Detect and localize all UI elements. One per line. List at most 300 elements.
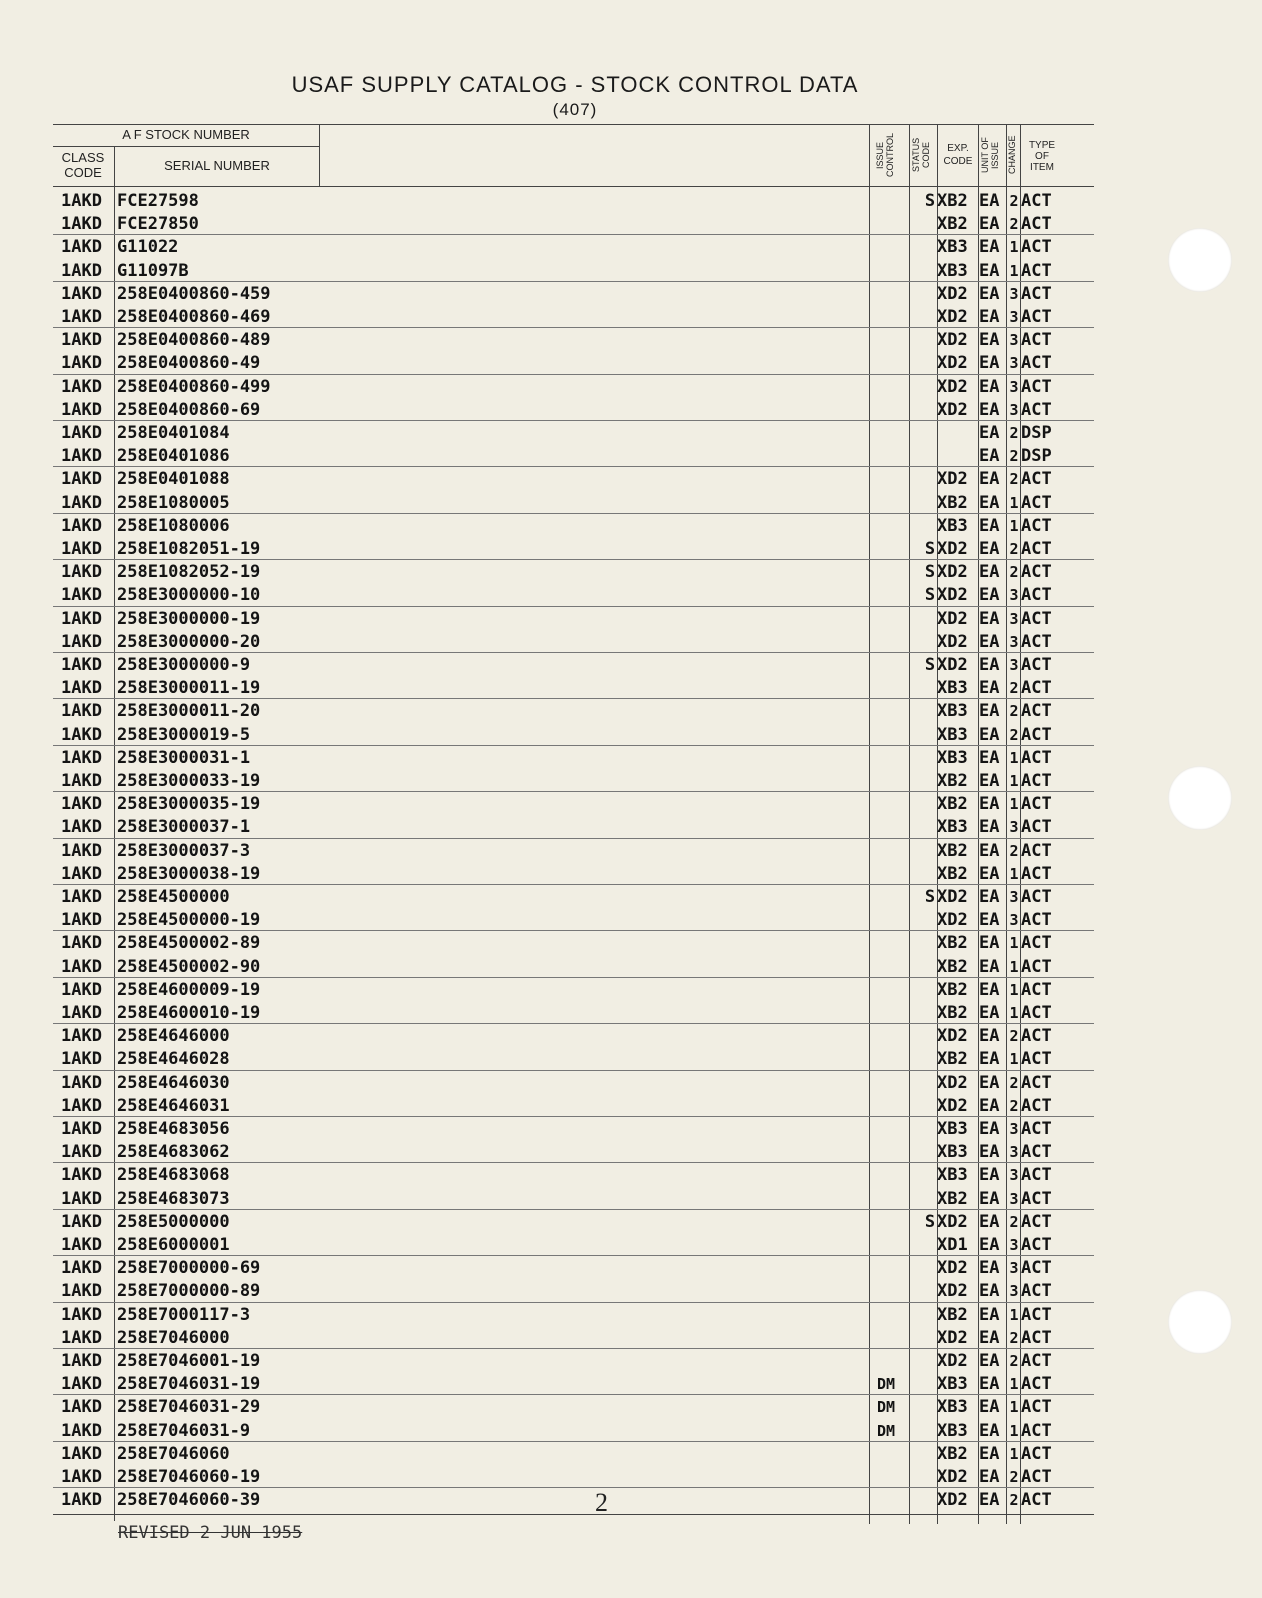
unit-of-issue-cell: EA bbox=[979, 1072, 1000, 1093]
type-of-item-cell: ACT bbox=[1021, 933, 1052, 954]
change-code-cell: 3 bbox=[1009, 1282, 1019, 1301]
serial-number-cell: 258E5000000 bbox=[117, 1211, 230, 1232]
serial-number-cell: 258E1082052-19 bbox=[117, 562, 261, 583]
type-of-item-cell: ACT bbox=[1021, 1467, 1052, 1487]
exp-code-cell: XB2 bbox=[937, 1049, 968, 1070]
table-row bbox=[53, 584, 1094, 606]
col-line-serial bbox=[319, 124, 320, 186]
table-row bbox=[53, 561, 1094, 583]
change-code-cell: 1 bbox=[1009, 1305, 1019, 1324]
exp-code-cell: XB2 bbox=[937, 492, 968, 513]
class-code-cell: 1AKD bbox=[61, 1467, 102, 1487]
table-row bbox=[53, 979, 1094, 1001]
type-of-item-cell: ACT bbox=[1021, 330, 1052, 351]
unit-of-issue-cell: EA bbox=[979, 817, 1000, 838]
class-code-cell: 1AKD bbox=[61, 910, 102, 931]
class-code-cell: 1AKD bbox=[61, 1049, 102, 1070]
class-code-cell: 1AKD bbox=[61, 469, 102, 490]
change-code-cell: 2 bbox=[1009, 540, 1019, 558]
change-code-cell: 2 bbox=[1009, 215, 1019, 234]
unit-of-issue-cell: EA bbox=[979, 585, 1000, 606]
type-of-item-cell: DSP bbox=[1021, 446, 1052, 467]
change-code-cell: 1 bbox=[1009, 864, 1019, 883]
change-code-cell: 2 bbox=[1009, 1328, 1019, 1347]
unit-of-issue-cell: EA bbox=[979, 1467, 1000, 1487]
class-code-cell: 1AKD bbox=[61, 539, 102, 559]
serial-number-cell: 258E3000011-20 bbox=[117, 701, 261, 722]
class-code-cell: 1AKD bbox=[61, 399, 102, 420]
serial-number-cell: FCE27850 bbox=[117, 214, 199, 235]
table-row bbox=[53, 724, 1094, 746]
status-code-header: STATUS CODE bbox=[911, 137, 931, 173]
change-code-cell: 2 bbox=[1009, 1073, 1019, 1092]
serial-number-cell: 258E7000117-3 bbox=[117, 1304, 251, 1325]
serial-number-cell: 258E7046060-39 bbox=[117, 1490, 261, 1511]
class-code-cell: 1AKD bbox=[61, 260, 102, 281]
table-row bbox=[53, 654, 1094, 676]
exp-code-cell: XD2 bbox=[937, 353, 968, 374]
unit-of-issue-cell: EA bbox=[979, 562, 1000, 583]
serial-number-cell: 258E3000019-5 bbox=[117, 724, 251, 745]
table-row bbox=[53, 840, 1094, 862]
change-code-cell: 3 bbox=[1009, 1166, 1019, 1185]
table-row bbox=[53, 1280, 1094, 1302]
table-row bbox=[53, 1489, 1094, 1511]
table-row bbox=[53, 213, 1094, 235]
serial-number-cell: 258E1082051-19 bbox=[117, 539, 261, 559]
class-code-cell: 1AKD bbox=[61, 655, 102, 675]
type-of-item-cell: ACT bbox=[1021, 1397, 1052, 1418]
change-code-cell: 1 bbox=[1009, 1398, 1019, 1417]
table-row bbox=[53, 376, 1094, 398]
unit-of-issue-cell: EA bbox=[979, 1095, 1000, 1116]
type-of-item-cell: ACT bbox=[1021, 1258, 1052, 1279]
row-separator bbox=[53, 884, 1094, 885]
unit-of-issue-cell: EA bbox=[979, 1211, 1000, 1232]
exp-code-cell: XD2 bbox=[937, 1211, 968, 1232]
unit-of-issue-cell: EA bbox=[979, 492, 1000, 513]
type-of-item-cell: ACT bbox=[1021, 1119, 1052, 1139]
class-code-header: CLASS CODE bbox=[61, 150, 105, 180]
serial-number-cell: 258E4683073 bbox=[117, 1188, 230, 1209]
unit-of-issue-cell: EA bbox=[979, 863, 1000, 884]
exp-code-cell: XD2 bbox=[937, 562, 968, 583]
class-code-cell: 1AKD bbox=[61, 1119, 102, 1139]
class-code-cell: 1AKD bbox=[61, 492, 102, 513]
unit-of-issue-cell: EA bbox=[979, 840, 1000, 861]
serial-number-cell: 258E4646000 bbox=[117, 1026, 230, 1047]
serial-number-cell: 258E4683068 bbox=[117, 1165, 230, 1186]
change-code-cell: 3 bbox=[1009, 818, 1019, 837]
serial-number-cell: 258E7046060-19 bbox=[117, 1467, 261, 1487]
change-code-cell: 1 bbox=[1009, 1421, 1019, 1440]
class-code-cell: 1AKD bbox=[61, 1490, 102, 1511]
unit-of-issue-cell: EA bbox=[979, 956, 1000, 977]
unit-of-issue-cell: EA bbox=[979, 446, 1000, 467]
type-of-item-cell: ACT bbox=[1021, 585, 1052, 606]
unit-of-issue-cell: EA bbox=[979, 979, 1000, 1000]
unit-of-issue-cell: EA bbox=[979, 376, 1000, 397]
unit-of-issue-cell: EA bbox=[979, 631, 1000, 652]
row-separator bbox=[53, 698, 1094, 699]
type-of-item-cell: ACT bbox=[1021, 863, 1052, 884]
binder-hole bbox=[1168, 228, 1232, 292]
serial-number-cell: 258E3000000-20 bbox=[117, 631, 261, 652]
row-separator bbox=[53, 791, 1094, 792]
serial-number-cell: 258E4500000 bbox=[117, 887, 230, 907]
serial-number-cell: 258E0400860-459 bbox=[117, 283, 271, 304]
unit-of-issue-cell: EA bbox=[979, 353, 1000, 374]
row-separator bbox=[53, 513, 1094, 514]
exp-code-cell: XB3 bbox=[937, 1142, 968, 1163]
table-row bbox=[53, 1304, 1094, 1326]
class-code-cell: 1AKD bbox=[61, 1072, 102, 1093]
exp-code-cell: XB2 bbox=[937, 771, 968, 791]
table-row bbox=[53, 863, 1094, 885]
row-separator bbox=[53, 1116, 1094, 1117]
status-code-cell: S bbox=[924, 1211, 936, 1232]
exp-code-cell: XD2 bbox=[937, 1327, 968, 1348]
unit-of-issue-cell: EA bbox=[979, 469, 1000, 490]
serial-number-cell: 258E3000000-9 bbox=[117, 655, 251, 675]
exp-code-cell: XD2 bbox=[937, 1490, 968, 1511]
change-code-cell: 1 bbox=[1009, 748, 1019, 767]
serial-number-cell: 258E0400860-469 bbox=[117, 307, 271, 327]
unit-of-issue-cell: EA bbox=[979, 910, 1000, 931]
exp-code-cell: XB3 bbox=[937, 817, 968, 838]
class-code-cell: 1AKD bbox=[61, 515, 102, 536]
table-row bbox=[53, 1095, 1094, 1117]
header-divider bbox=[53, 146, 319, 147]
stock-control-table bbox=[53, 124, 1094, 1524]
exp-code-cell: XD2 bbox=[937, 1467, 968, 1487]
row-separator bbox=[53, 1255, 1094, 1256]
serial-number-cell: 258E3000031-1 bbox=[117, 747, 251, 768]
class-code-cell: 1AKD bbox=[61, 747, 102, 768]
unit-of-issue-cell: EA bbox=[979, 771, 1000, 791]
table-row bbox=[53, 1420, 1094, 1442]
serial-number-header: SERIAL NUMBER bbox=[164, 158, 270, 173]
class-code-cell: 1AKD bbox=[61, 1095, 102, 1116]
serial-number-cell: 258E1080005 bbox=[117, 492, 230, 513]
table-row bbox=[53, 1118, 1094, 1140]
exp-code-cell: XB3 bbox=[937, 1374, 968, 1395]
serial-number-cell: 258E7000000-89 bbox=[117, 1281, 261, 1302]
table-row bbox=[53, 747, 1094, 769]
exp-code-cell: XB3 bbox=[937, 724, 968, 745]
binder-hole bbox=[1168, 1290, 1232, 1354]
unit-of-issue-cell: EA bbox=[979, 1397, 1000, 1418]
change-code-cell: 1 bbox=[1009, 516, 1019, 535]
type-of-item-cell: ACT bbox=[1021, 910, 1052, 931]
class-code-cell: 1AKD bbox=[61, 631, 102, 652]
table-row bbox=[53, 1396, 1094, 1418]
change-code-cell: 1 bbox=[1009, 1004, 1019, 1022]
class-code-cell: 1AKD bbox=[61, 562, 102, 583]
table-row bbox=[53, 1164, 1094, 1186]
serial-number-cell: 258E6000001 bbox=[117, 1235, 230, 1255]
row-separator bbox=[53, 327, 1094, 328]
unit-of-issue-cell: EA bbox=[979, 423, 1000, 443]
serial-number-cell: 258E7046060 bbox=[117, 1443, 230, 1464]
class-code-cell: 1AKD bbox=[61, 1281, 102, 1302]
unit-of-issue-cell: EA bbox=[979, 283, 1000, 304]
exp-code-cell: XD2 bbox=[937, 910, 968, 931]
change-code-cell: 2 bbox=[1009, 702, 1019, 721]
table-row bbox=[53, 1443, 1094, 1465]
class-code-cell: 1AKD bbox=[61, 1165, 102, 1186]
unit-of-issue-cell: EA bbox=[979, 1235, 1000, 1255]
change-code-cell: 3 bbox=[1009, 632, 1019, 651]
exp-code-cell: XB2 bbox=[937, 1188, 968, 1209]
serial-number-cell: 258E7046031-29 bbox=[117, 1397, 261, 1418]
table-row bbox=[53, 236, 1094, 258]
class-code-cell: 1AKD bbox=[61, 353, 102, 374]
table-row bbox=[53, 492, 1094, 514]
row-separator bbox=[53, 1023, 1094, 1024]
unit-of-issue-cell: EA bbox=[979, 191, 1000, 211]
exp-code-cell: XB2 bbox=[937, 191, 968, 211]
class-code-cell: 1AKD bbox=[61, 1142, 102, 1163]
page-title: USAF SUPPLY CATALOG - STOCK CONTROL DATA bbox=[291, 72, 859, 97]
change-code-cell: 3 bbox=[1009, 354, 1019, 373]
type-of-item-cell: ACT bbox=[1021, 678, 1052, 699]
row-separator bbox=[53, 1302, 1094, 1303]
type-of-item-cell: ACT bbox=[1021, 1351, 1052, 1371]
page-number: 2 bbox=[595, 1488, 608, 1517]
unit-of-issue-cell: EA bbox=[979, 1327, 1000, 1348]
table-bottom-border bbox=[53, 1514, 1094, 1515]
serial-number-cell: 258E0400860-49 bbox=[117, 353, 261, 374]
row-separator bbox=[53, 745, 1094, 746]
class-code-cell: 1AKD bbox=[61, 330, 102, 351]
unit-of-issue-cell: EA bbox=[979, 1443, 1000, 1464]
serial-number-cell: 258E3000035-19 bbox=[117, 794, 261, 815]
table-row bbox=[53, 422, 1094, 444]
type-of-item-header: TYPE OF ITEM bbox=[1028, 140, 1056, 173]
change-code-cell: 2 bbox=[1009, 1491, 1019, 1510]
unit-of-issue-cell: EA bbox=[979, 887, 1000, 907]
change-code-cell: 3 bbox=[1009, 911, 1019, 930]
exp-code-cell: XB2 bbox=[937, 933, 968, 954]
table-row bbox=[53, 770, 1094, 792]
row-separator bbox=[53, 281, 1094, 282]
change-code-cell: 2 bbox=[1009, 470, 1019, 489]
class-code-cell: 1AKD bbox=[61, 446, 102, 467]
serial-number-cell: 258E7046000 bbox=[117, 1327, 230, 1348]
change-code-cell: 3 bbox=[1009, 1143, 1019, 1162]
exp-code-cell: XB2 bbox=[937, 863, 968, 884]
serial-number-cell: 258E0401088 bbox=[117, 469, 230, 490]
unit-of-issue-cell: EA bbox=[979, 701, 1000, 722]
unit-of-issue-cell: EA bbox=[979, 1374, 1000, 1395]
unit-of-issue-cell: EA bbox=[979, 724, 1000, 745]
change-code-cell: 1 bbox=[1009, 980, 1019, 999]
serial-number-cell: 258E4600010-19 bbox=[117, 1003, 261, 1023]
change-code-cell: 1 bbox=[1009, 934, 1019, 953]
change-code-cell: 1 bbox=[1009, 772, 1019, 790]
change-code-cell: 2 bbox=[1009, 1212, 1019, 1231]
change-code-cell: 3 bbox=[1009, 400, 1019, 419]
class-code-cell: 1AKD bbox=[61, 608, 102, 629]
table-row bbox=[53, 793, 1094, 815]
type-of-item-cell: ACT bbox=[1021, 817, 1052, 838]
unit-of-issue-cell: EA bbox=[979, 214, 1000, 235]
class-code-cell: 1AKD bbox=[61, 1211, 102, 1232]
change-code-cell: 2 bbox=[1009, 1027, 1019, 1046]
class-code-cell: 1AKD bbox=[61, 840, 102, 861]
table-row bbox=[53, 1234, 1094, 1256]
unit-of-issue-cell: EA bbox=[979, 515, 1000, 536]
type-of-item-cell: ACT bbox=[1021, 655, 1052, 675]
serial-number-cell: 258E3000037-3 bbox=[117, 840, 251, 861]
exp-code-cell: XD2 bbox=[937, 655, 968, 675]
serial-number-cell: 258E4500000-19 bbox=[117, 910, 261, 931]
unit-of-issue-cell: EA bbox=[979, 1304, 1000, 1325]
unit-of-issue-cell: EA bbox=[979, 747, 1000, 768]
serial-number-cell: FCE27598 bbox=[117, 191, 199, 211]
table-row bbox=[53, 399, 1094, 421]
unit-of-issue-cell: EA bbox=[979, 1165, 1000, 1186]
table-row bbox=[53, 445, 1094, 467]
type-of-item-cell: ACT bbox=[1021, 1374, 1052, 1395]
change-code-cell: 3 bbox=[1009, 1120, 1019, 1138]
exp-code-cell: XD2 bbox=[937, 539, 968, 559]
row-separator bbox=[53, 1162, 1094, 1163]
exp-code-cell: XB3 bbox=[937, 1420, 968, 1441]
change-code-cell: 3 bbox=[1009, 377, 1019, 396]
class-code-cell: 1AKD bbox=[61, 1003, 102, 1023]
exp-code-cell: XD2 bbox=[937, 1281, 968, 1302]
issue-control-cell: DM bbox=[877, 1375, 896, 1394]
change-code-cell: 3 bbox=[1009, 656, 1019, 674]
unit-of-issue-cell: EA bbox=[979, 1420, 1000, 1441]
serial-number-cell: 258E3000011-19 bbox=[117, 678, 261, 699]
unit-of-issue-cell: EA bbox=[979, 1258, 1000, 1279]
exp-code-cell: XD2 bbox=[937, 585, 968, 606]
table-row bbox=[53, 816, 1094, 838]
table-row bbox=[53, 329, 1094, 351]
status-code-cell: S bbox=[924, 655, 936, 675]
exp-code-cell: XD2 bbox=[937, 887, 968, 907]
type-of-item-cell: ACT bbox=[1021, 794, 1052, 815]
type-of-item-cell: ACT bbox=[1021, 539, 1052, 559]
row-separator bbox=[53, 606, 1094, 607]
exp-code-cell: XB2 bbox=[937, 956, 968, 977]
row-separator bbox=[53, 559, 1094, 560]
class-code-cell: 1AKD bbox=[61, 863, 102, 884]
exp-code-cell: XB3 bbox=[937, 701, 968, 722]
serial-number-cell: 258E7046031-9 bbox=[117, 1420, 251, 1441]
type-of-item-cell: ACT bbox=[1021, 887, 1052, 907]
table-row bbox=[53, 631, 1094, 653]
change-code-cell: 2 bbox=[1009, 563, 1019, 582]
exp-code-cell: XB3 bbox=[937, 260, 968, 281]
table-row bbox=[53, 608, 1094, 630]
exp-code-cell: XD2 bbox=[937, 307, 968, 327]
table-row bbox=[53, 352, 1094, 374]
row-separator bbox=[53, 234, 1094, 235]
type-of-item-cell: ACT bbox=[1021, 515, 1052, 536]
class-code-cell: 1AKD bbox=[61, 817, 102, 838]
exp-code-cell: XD2 bbox=[937, 1258, 968, 1279]
serial-number-cell: 258E3000000-10 bbox=[117, 585, 261, 606]
exp-code-cell: XD2 bbox=[937, 376, 968, 397]
unit-of-issue-cell: EA bbox=[979, 794, 1000, 815]
status-code-cell: S bbox=[924, 887, 936, 907]
issue-control-header: ISSUE CONTROL bbox=[875, 133, 895, 178]
type-of-item-cell: ACT bbox=[1021, 1327, 1052, 1348]
unit-of-issue-cell: EA bbox=[979, 655, 1000, 675]
row-separator bbox=[53, 466, 1094, 467]
row-separator bbox=[53, 420, 1094, 421]
change-code-cell: 3 bbox=[1009, 284, 1019, 303]
table-row bbox=[53, 1002, 1094, 1024]
exp-code-cell: XB2 bbox=[937, 794, 968, 815]
type-of-item-cell: ACT bbox=[1021, 1420, 1052, 1441]
serial-number-cell: 258E0401084 bbox=[117, 423, 230, 443]
class-code-cell: 1AKD bbox=[61, 1420, 102, 1441]
type-of-item-cell: ACT bbox=[1021, 283, 1052, 304]
serial-number-cell: 258E0400860-69 bbox=[117, 399, 261, 420]
change-code-cell: 2 bbox=[1009, 447, 1019, 466]
type-of-item-cell: ACT bbox=[1021, 631, 1052, 652]
class-code-cell: 1AKD bbox=[61, 956, 102, 977]
class-code-cell: 1AKD bbox=[61, 1327, 102, 1348]
serial-number-cell: 258E3000000-19 bbox=[117, 608, 261, 629]
type-of-item-cell: ACT bbox=[1021, 1490, 1052, 1511]
class-code-cell: 1AKD bbox=[61, 979, 102, 1000]
unit-of-issue-cell: EA bbox=[979, 399, 1000, 420]
exp-code-cell: XB3 bbox=[937, 1397, 968, 1418]
unit-of-issue-cell: EA bbox=[979, 678, 1000, 699]
serial-number-cell: 258E4646028 bbox=[117, 1049, 230, 1070]
exp-code-header: EXP. CODE bbox=[943, 143, 973, 167]
type-of-item-cell: ACT bbox=[1021, 307, 1052, 327]
row-separator bbox=[53, 1441, 1094, 1442]
class-code-cell: 1AKD bbox=[61, 585, 102, 606]
class-code-cell: 1AKD bbox=[61, 771, 102, 791]
serial-number-cell: 258E0400860-499 bbox=[117, 376, 271, 397]
serial-number-cell: 258E4500002-90 bbox=[117, 956, 261, 977]
unit-of-issue-cell: EA bbox=[979, 1119, 1000, 1139]
af-stock-number-header: A F STOCK NUMBER bbox=[122, 127, 250, 142]
class-code-cell: 1AKD bbox=[61, 933, 102, 954]
table-row bbox=[53, 932, 1094, 954]
table-row bbox=[53, 677, 1094, 699]
issue-control-cell: DM bbox=[877, 1421, 896, 1440]
type-of-item-cell: ACT bbox=[1021, 1211, 1052, 1232]
table-row bbox=[53, 260, 1094, 282]
status-code-cell: S bbox=[924, 539, 936, 559]
table-row bbox=[53, 909, 1094, 931]
table-row bbox=[53, 1466, 1094, 1488]
type-of-item-cell: ACT bbox=[1021, 1443, 1052, 1464]
row-separator bbox=[53, 374, 1094, 375]
row-separator bbox=[53, 1070, 1094, 1071]
table-row bbox=[53, 1025, 1094, 1047]
exp-code-cell: XD2 bbox=[937, 399, 968, 420]
type-of-item-cell: ACT bbox=[1021, 1095, 1052, 1116]
unit-of-issue-cell: EA bbox=[979, 1026, 1000, 1047]
exp-code-cell: XB3 bbox=[937, 515, 968, 536]
change-code-cell: 3 bbox=[1009, 888, 1019, 906]
class-code-cell: 1AKD bbox=[61, 1026, 102, 1047]
change-code-cell: 3 bbox=[1009, 1259, 1019, 1278]
exp-code-cell: XB2 bbox=[937, 214, 968, 235]
type-of-item-cell: ACT bbox=[1021, 1235, 1052, 1255]
table-row bbox=[53, 1211, 1094, 1233]
